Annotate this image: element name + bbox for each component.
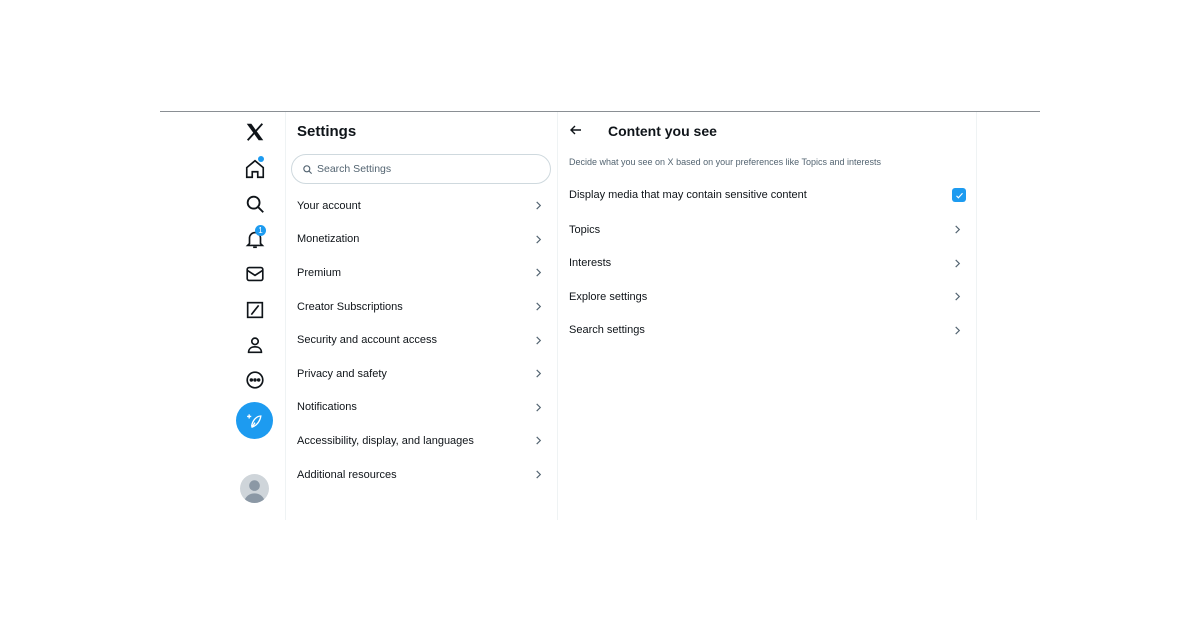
settings-item-privacy[interactable] (286, 357, 557, 391)
person-icon[interactable] (236, 326, 274, 364)
sensitive-media-setting[interactable] (569, 187, 966, 203)
chevron-right-icon (534, 369, 543, 378)
home-new-dot (258, 156, 264, 162)
search-icon[interactable] (236, 185, 274, 223)
chevron-right-icon (534, 470, 543, 479)
content-item-topics[interactable] (558, 213, 976, 247)
mail-icon[interactable] (236, 255, 274, 293)
settings-item-premium[interactable] (286, 256, 557, 290)
content-item-label: Explore settings (569, 290, 648, 303)
settings-item-accessibility[interactable] (286, 424, 557, 458)
search-icon (302, 164, 313, 175)
page-description: Decide what you see on X based on your preferences like Topics and interests (569, 157, 882, 167)
settings-item-notifications[interactable] (286, 391, 557, 425)
default-avatar-icon (240, 474, 269, 503)
content-item-label: Topics (569, 223, 601, 236)
content-item-explore-settings[interactable] (558, 280, 976, 314)
chevron-right-icon (534, 235, 543, 244)
settings-column (286, 112, 557, 520)
settings-item-label: Security and account access (297, 334, 438, 347)
column-divider (976, 112, 977, 520)
sensitive-media-checkbox[interactable] (952, 188, 966, 202)
settings-item-label: Monetization (297, 233, 360, 246)
search-settings-box[interactable] (291, 154, 551, 184)
bell-icon[interactable] (236, 220, 274, 258)
feather-plus-icon (245, 411, 265, 431)
more-circle-icon[interactable] (236, 361, 274, 399)
sensitive-media-label: Display media that may contain sensitive content (569, 189, 807, 201)
checkmark-icon (955, 191, 964, 200)
content-options-list (558, 213, 976, 347)
search-settings-input[interactable] (317, 163, 517, 175)
settings-item-label: Notifications (297, 401, 357, 414)
page-title: Content you see (608, 123, 717, 139)
settings-item-monetization[interactable] (286, 223, 557, 257)
chevron-right-icon (953, 225, 962, 234)
chevron-right-icon (534, 302, 543, 311)
settings-item-label: Accessibility, display, and languages (297, 434, 474, 447)
chevron-right-icon (534, 336, 543, 345)
settings-nav-list (286, 189, 557, 491)
settings-item-label: Premium (297, 266, 342, 279)
settings-item-creator-subscriptions[interactable] (286, 290, 557, 324)
content-item-label: Search settings (569, 324, 645, 337)
settings-item-your-account[interactable] (286, 189, 557, 223)
settings-title: Settings (297, 123, 357, 140)
x-logo-icon[interactable] (236, 113, 274, 151)
post-button[interactable] (236, 402, 273, 439)
settings-item-additional-resources[interactable] (286, 458, 557, 492)
content-item-label: Interests (569, 257, 612, 270)
content-column (558, 112, 976, 520)
settings-item-label: Privacy and safety (297, 367, 387, 380)
settings-item-label: Your account (297, 199, 361, 212)
back-arrow-icon[interactable] (569, 123, 583, 137)
settings-item-security[interactable] (286, 323, 557, 357)
notification-badge: 1 (255, 225, 266, 236)
chevron-right-icon (534, 201, 543, 210)
chevron-right-icon (534, 436, 543, 445)
chevron-right-icon (953, 326, 962, 335)
grok-icon[interactable] (236, 291, 274, 329)
chevron-right-icon (953, 292, 962, 301)
account-avatar[interactable] (240, 474, 269, 503)
chevron-right-icon (534, 268, 543, 277)
settings-item-label: Creator Subscriptions (297, 300, 403, 313)
nav-rail (236, 112, 284, 520)
settings-item-label: Additional resources (297, 468, 397, 481)
home-icon[interactable] (236, 150, 274, 188)
content-item-search-settings[interactable] (558, 314, 976, 348)
content-item-interests[interactable] (558, 247, 976, 281)
chevron-right-icon (534, 403, 543, 412)
chevron-right-icon (953, 259, 962, 268)
